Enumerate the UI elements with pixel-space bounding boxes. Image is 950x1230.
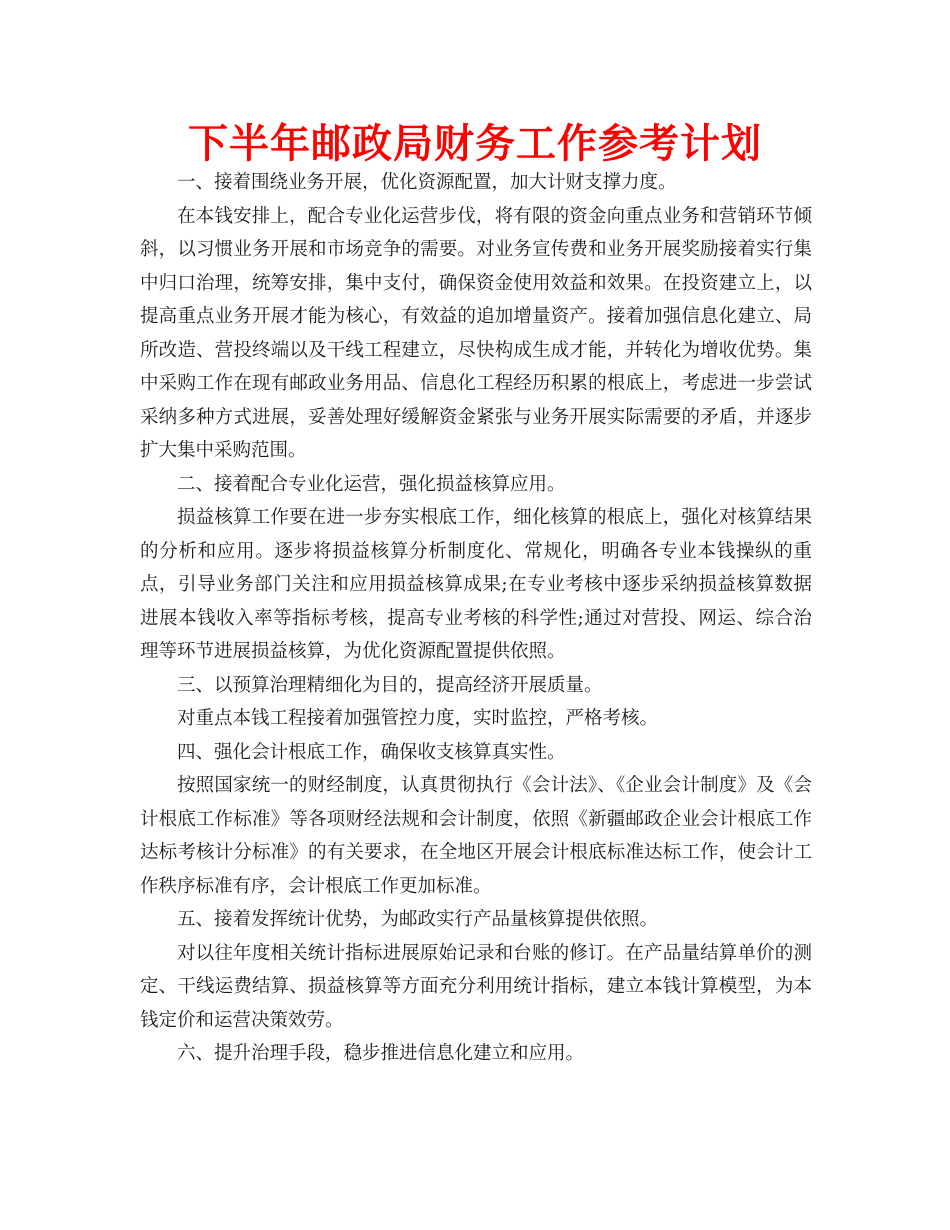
- paragraph-section-5-heading: 五、接着发挥统计优势，为邮政实行产品量核算提供依照。: [177, 909, 659, 930]
- paragraph-section-2-heading: 二、接着配合专业化运营，强化损益核算应用。: [177, 473, 566, 495]
- paragraph-section-1-heading: 一、接着围绕业务开展，优化资源配置，加大计财支撑力度。: [177, 172, 677, 193]
- paragraph-section-5-body: 对以往年度相关统计指标进展原始记录和台账的修订。在产品量结算单价的测定、干线运费结算、损益核算等方面充分利用统计指标，建立本钱计算模型，为本钱定价和运营决策效劳。: [140, 942, 812, 1031]
- paragraph-section-3-heading: 三、以预算治理精细化为目的，提高经济开展质量。: [177, 674, 603, 696]
- document-title: 下半年邮政局财务工作参考计划: [188, 121, 762, 167]
- paragraph-section-4-heading: 四、强化会计根底工作，确保收支核算真实性。: [177, 741, 566, 763]
- paragraph-section-3-body: 对重点本钱工程接着加强管控力度，实时监控，严格考核。: [177, 708, 659, 729]
- paragraph-section-4-body: 按照国家统一的财经制度，认真贯彻执行《会计法》、《企业会计制度》及《会计根底工作标准》等各项财经法规和会计制度，依照《新疆邮政企业会计根底工作达标考核计分标准》的有关要求，在全地区开展会计根底标准达标工作，使会计工作秩序标准有序，会计根底工作更加标准。: [140, 775, 812, 897]
- document-body: [140, 166, 812, 1071]
- paragraph-section-6-heading: 六、提升治理手段，稳步推进信息化建立和应用。: [177, 1043, 585, 1064]
- paragraph-section-1-body: 在本钱安排上，配合专业化运营步伐，将有限的资金向重点业务和营销环节倾斜，以习惯业务开展和市场竞争的需要。对业务宣传费和业务开展奖励接着实行集中归口治理，统筹安排，集中支付，确保资金使用效益和效果。在投资建立上，以提高重点业务开展才能为核心，有效益的追加增量资产。接着加强信息化建立、局所改造、营投终端以及干线工程建立，尽快构成生成才能，并转化为增收优势。集中采购工作在现有邮政业务用品、信息化工程经历积累的根底上，考虑进一步尝试采纳多种方式进展，妥善处理好缓解资金紧张与业务开展实际需要的矛盾，并逐步扩大集中采购范围。: [140, 205, 812, 461]
- paragraph-section-2-body: 损益核算工作要在进一步夯实根底工作，细化核算的根底上，强化对核算结果的分析和应用。逐步将损益核算分析制度化、常规化，明确各专业本钱操纵的重点，引导业务部门关注和应用损益核算成果;在专业考核中逐步采纳损益核算数据进展本钱收入率等指标考核，提高专业考核的科学性;通过对营投、网运、综合治理等环节进展损益核算，为优化资源配置提供依照。: [140, 507, 812, 662]
